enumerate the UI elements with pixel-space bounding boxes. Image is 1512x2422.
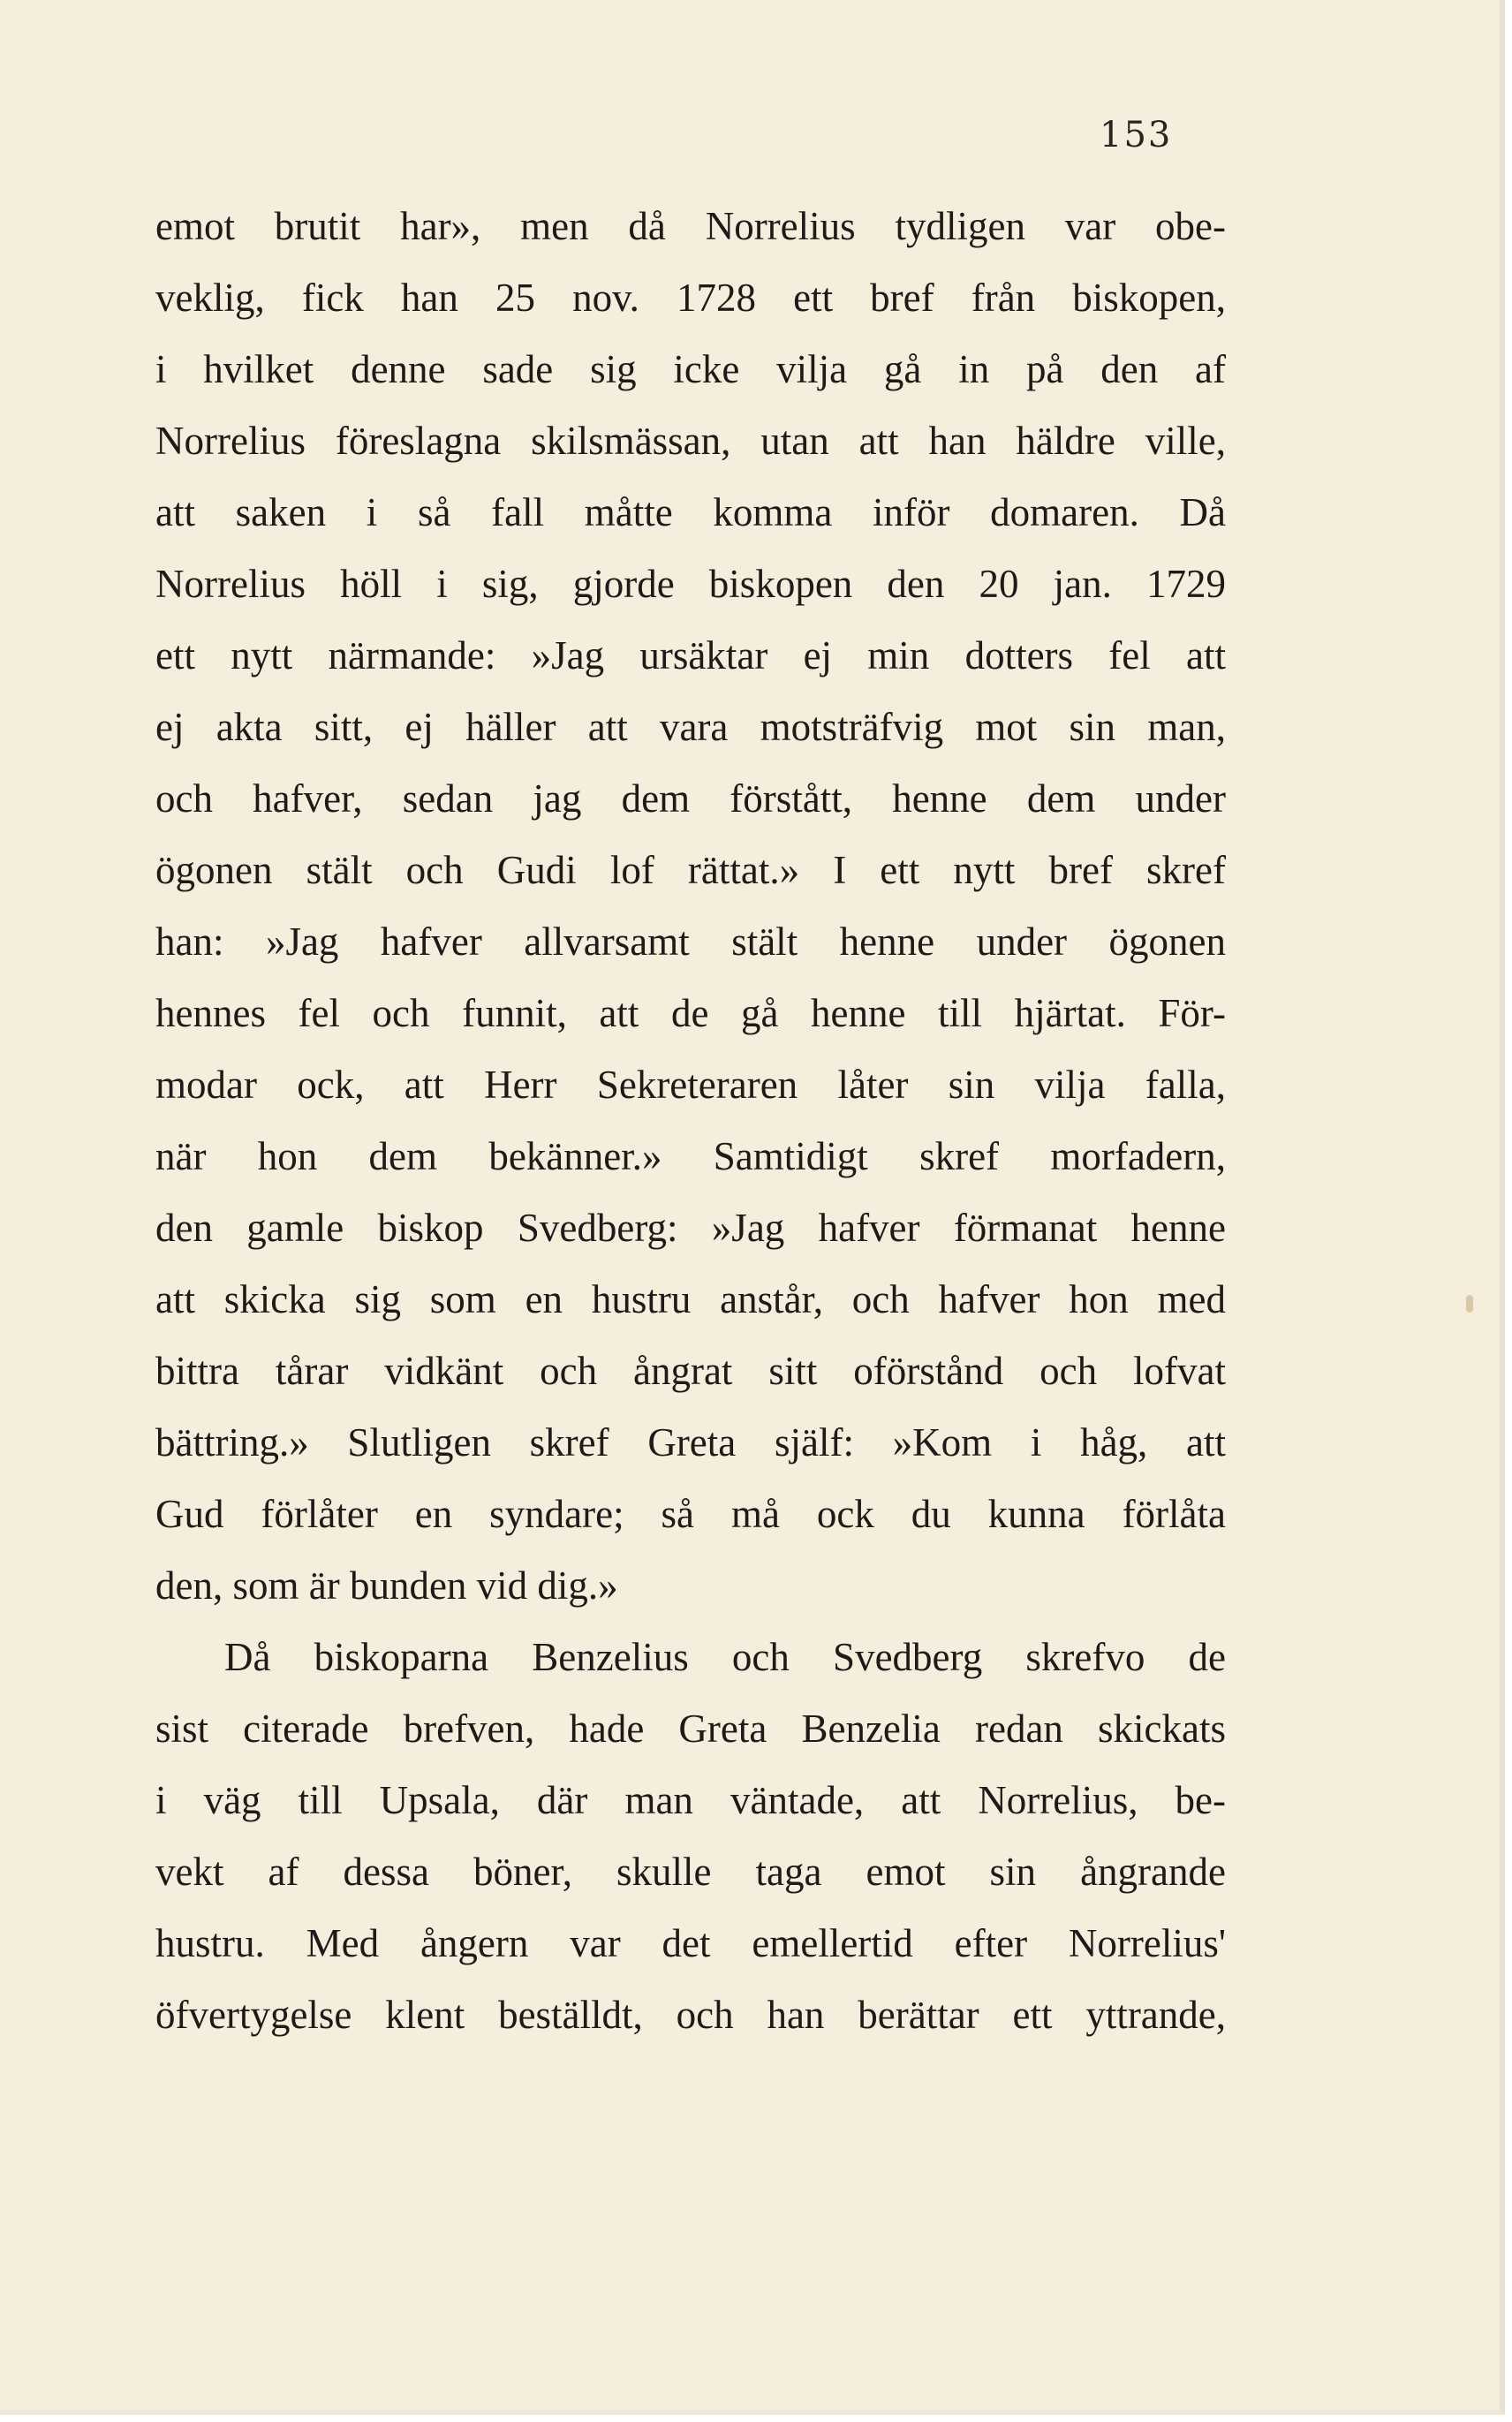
text-line: ögonen stält och Gudi lof rättat.» I ett nytt bref skref <box>155 848 1226 892</box>
page-number: 153 <box>1100 115 1173 155</box>
text-line: ett nytt närmande: »Jag ursäktar ej min dotters fel att <box>155 633 1226 677</box>
text-line: Norrelius föreslagna skilsmässan, utan att han häldre ville, <box>155 419 1226 463</box>
paper-speck <box>1466 1295 1473 1313</box>
text-line: bittra tårar vidkänt och ångrat sitt oförstånd och lofvat <box>155 1349 1226 1393</box>
text-line: modar ock, att Herr Sekreteraren låter sin vilja falla, <box>155 1063 1226 1107</box>
text-line: bättring.» Slutligen skref Greta själf: »Kom i håg, att <box>155 1420 1226 1465</box>
text-line: Gud förlåter en syndare; så må ock du kunna förlåta <box>155 1492 1226 1536</box>
text-line: veklig, fick han 25 nov. 1728 ett bref från biskopen, <box>155 276 1226 320</box>
text-line: emot brutit har», men då Norrelius tydligen var obe- <box>155 204 1226 248</box>
text-line: att skicka sig som en hustru anstår, och hafver hon med <box>155 1277 1226 1321</box>
text-line: hennes fel och funnit, att de gå henne till hjärtat. För- <box>155 991 1226 1035</box>
body-text <box>155 191 1226 2051</box>
text-line: han: »Jag hafver allvarsamt stält henne under ögonen <box>155 920 1226 964</box>
text-line: vekt af dessa böner, skulle taga emot sin ångrande <box>155 1850 1226 1894</box>
text-line: ej akta sitt, ej häller att vara motsträfvig mot sin man, <box>155 705 1226 749</box>
text-line: när hon dem bekänner.» Samtidigt skref morfadern, <box>155 1134 1226 1178</box>
text-line: hustru. Med ångern var det emellertid efter Norrelius' <box>155 1921 1226 1965</box>
paragraph-end-line: den, som är bunden vid dig.» <box>155 1563 618 1608</box>
text-line: att saken i så fall måtte komma inför domaren. Då <box>155 490 1226 534</box>
text-line: Norrelius höll i sig, gjorde biskopen den 20 jan. 1729 <box>155 562 1226 606</box>
text-line: i väg till Upsala, där man väntade, att Norrelius, be- <box>155 1778 1226 1822</box>
text-line: i hvilket denne sade sig icke vilja gå in på den af <box>155 347 1226 391</box>
text-line: den gamle biskop Svedberg: »Jag hafver förmanat henne <box>155 1206 1226 1250</box>
paragraph-start-line: Då biskoparna Benzelius och Svedberg skrefvo de <box>224 1635 1226 1679</box>
text-line: öfvertygelse klent beställdt, och han berättar ett yttrande, <box>155 1993 1226 2037</box>
text-line: sist citerade brefven, hade Greta Benzelia redan skickats <box>155 1707 1226 1751</box>
text-line: och hafver, sedan jag dem förstått, henne dem under <box>155 776 1226 821</box>
